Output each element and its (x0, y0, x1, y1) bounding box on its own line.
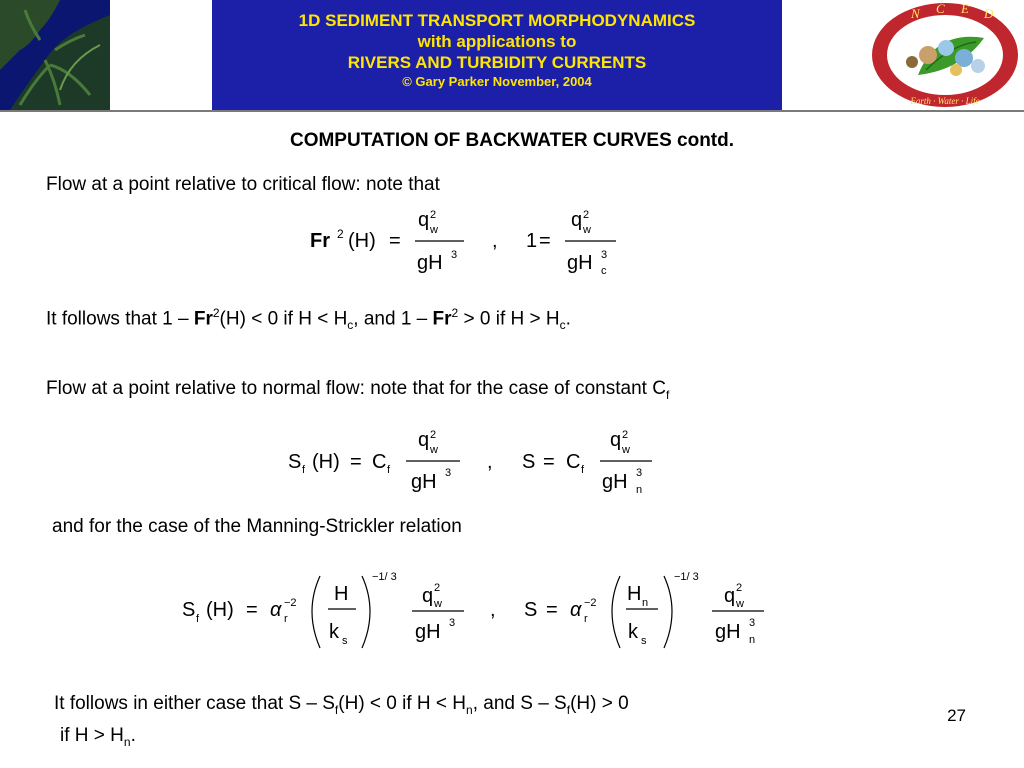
svg-text:Fr: Fr (310, 230, 330, 252)
logo-letter-e: E (961, 1, 969, 16)
svg-text:2: 2 (430, 429, 437, 441)
svg-text:α: α (270, 599, 282, 621)
equation-froude-critical (300, 200, 630, 282)
paragraph-normal-flow: Flow at a point relative to normal flow: note that for the case of constant $C_f$ (46, 378, 670, 402)
svg-text:gH: gH (567, 252, 593, 274)
svg-text:S: S (524, 599, 538, 621)
logo-motto: Earth · Water · Life (910, 96, 980, 106)
paragraph-follows-critical: It follows that $1 - Fr^2(H) < 0$ if $H < H_c$, and $1 - Fr^2 > 0$ if $H > H_c$. (46, 306, 571, 333)
header-title-line3: RIVERS AND TURBIDITY CURRENTS (347, 53, 647, 72)
svg-text:S: S (182, 599, 196, 621)
svg-text:c: c (601, 265, 607, 277)
svg-text:C: C (566, 451, 581, 473)
svg-text:2: 2 (622, 429, 629, 441)
svg-text:r: r (584, 613, 588, 625)
satellite-delta-image (0, 0, 110, 110)
svg-text:S: S (288, 451, 302, 473)
header-divider (0, 110, 1024, 112)
svg-text:=: = (246, 599, 258, 621)
svg-text:,: , (490, 599, 496, 621)
slide-title: COMPUTATION OF BACKWATER CURVES contd. (289, 130, 735, 151)
svg-text:f: f (302, 464, 306, 476)
svg-text:2: 2 (430, 209, 437, 221)
svg-text:w: w (430, 224, 438, 236)
svg-text:1: 1 (526, 230, 538, 252)
svg-text:H: H (334, 583, 349, 605)
svg-text:q: q (418, 209, 430, 231)
svg-text:q: q (422, 585, 434, 607)
svg-text:q: q (610, 429, 622, 451)
paragraph-follows-normal: It follows in either case that $S - S_f(H) < 0$ if $H < H_n$, and $S - S_f(H) > 0$ (54, 693, 629, 717)
svg-text:w: w (430, 444, 438, 456)
svg-text:n: n (642, 597, 649, 609)
svg-text:=: = (350, 451, 362, 473)
svg-text:2: 2 (434, 582, 441, 594)
svg-text:gH: gH (411, 471, 437, 493)
paragraph-critical-flow: Flow at a point relative to critical flow: note that (46, 174, 440, 195)
header-banner (212, 0, 782, 110)
svg-text:k: k (628, 621, 638, 643)
svg-text:s: s (342, 635, 348, 647)
svg-text:S: S (522, 451, 536, 473)
svg-text:3: 3 (749, 617, 756, 629)
svg-text:,: , (492, 230, 498, 252)
header-title-line2: with applications to (417, 32, 577, 51)
svg-text:f: f (387, 464, 391, 476)
svg-text:H: H (627, 583, 642, 605)
svg-text:3: 3 (601, 249, 608, 261)
paragraph-follows-normal-line2: if $H > H_n$. (60, 725, 136, 749)
header-title-line1: 1D SEDIMENT TRANSPORT MORPHODYNAMICS (298, 11, 696, 30)
svg-text:(H): (H) (206, 599, 234, 621)
svg-text:(H): (H) (348, 230, 376, 252)
svg-text:(H): (H) (312, 451, 340, 473)
svg-text:2: 2 (337, 227, 344, 241)
svg-text:r: r (284, 613, 288, 625)
svg-text:f: f (581, 464, 585, 476)
svg-text:3: 3 (445, 467, 452, 479)
svg-text:α: α (570, 599, 582, 621)
svg-text:q: q (418, 429, 430, 451)
svg-text:gH: gH (417, 252, 443, 274)
svg-text:3: 3 (449, 617, 456, 629)
header-copyright: © Gary Parker November, 2004 (402, 74, 592, 89)
svg-text:f: f (196, 613, 200, 625)
logo-letter-n: N (911, 6, 920, 21)
logo-letter-d: D (984, 6, 994, 21)
svg-text:3: 3 (451, 249, 458, 261)
svg-text:q: q (724, 585, 736, 607)
svg-text:=: = (546, 599, 558, 621)
paragraph-manning-strickler: and for the case of the Manning-Strickler relation (52, 516, 462, 537)
svg-text:−1/ 3: −1/ 3 (372, 571, 397, 583)
svg-text:2: 2 (736, 582, 743, 594)
svg-text:w: w (622, 444, 630, 456)
page-number: 27 (947, 706, 966, 725)
svg-text:−2: −2 (284, 597, 297, 609)
svg-text:=: = (543, 451, 555, 473)
svg-text:C: C (372, 451, 387, 473)
svg-text:w: w (434, 598, 442, 610)
svg-text:q: q (571, 209, 583, 231)
equation-chezy-friction (280, 420, 680, 500)
equation-manning-strickler (176, 566, 776, 666)
logo-letter-c: C (936, 1, 945, 16)
svg-text:n: n (749, 634, 756, 646)
svg-text:=: = (389, 230, 401, 252)
svg-text:2: 2 (583, 209, 590, 221)
svg-text:−1/ 3: −1/ 3 (674, 571, 699, 583)
svg-text:gH: gH (415, 621, 441, 643)
svg-text:w: w (736, 598, 744, 610)
nced-logo (866, 0, 1024, 110)
svg-text:w: w (583, 224, 591, 236)
svg-text:=: = (539, 230, 551, 252)
svg-text:gH: gH (715, 621, 741, 643)
svg-text:gH: gH (602, 471, 628, 493)
svg-text:,: , (487, 451, 493, 473)
svg-text:k: k (329, 621, 339, 643)
svg-text:s: s (641, 635, 647, 647)
svg-text:3: 3 (636, 467, 643, 479)
svg-text:n: n (636, 484, 643, 496)
svg-text:−2: −2 (584, 597, 597, 609)
